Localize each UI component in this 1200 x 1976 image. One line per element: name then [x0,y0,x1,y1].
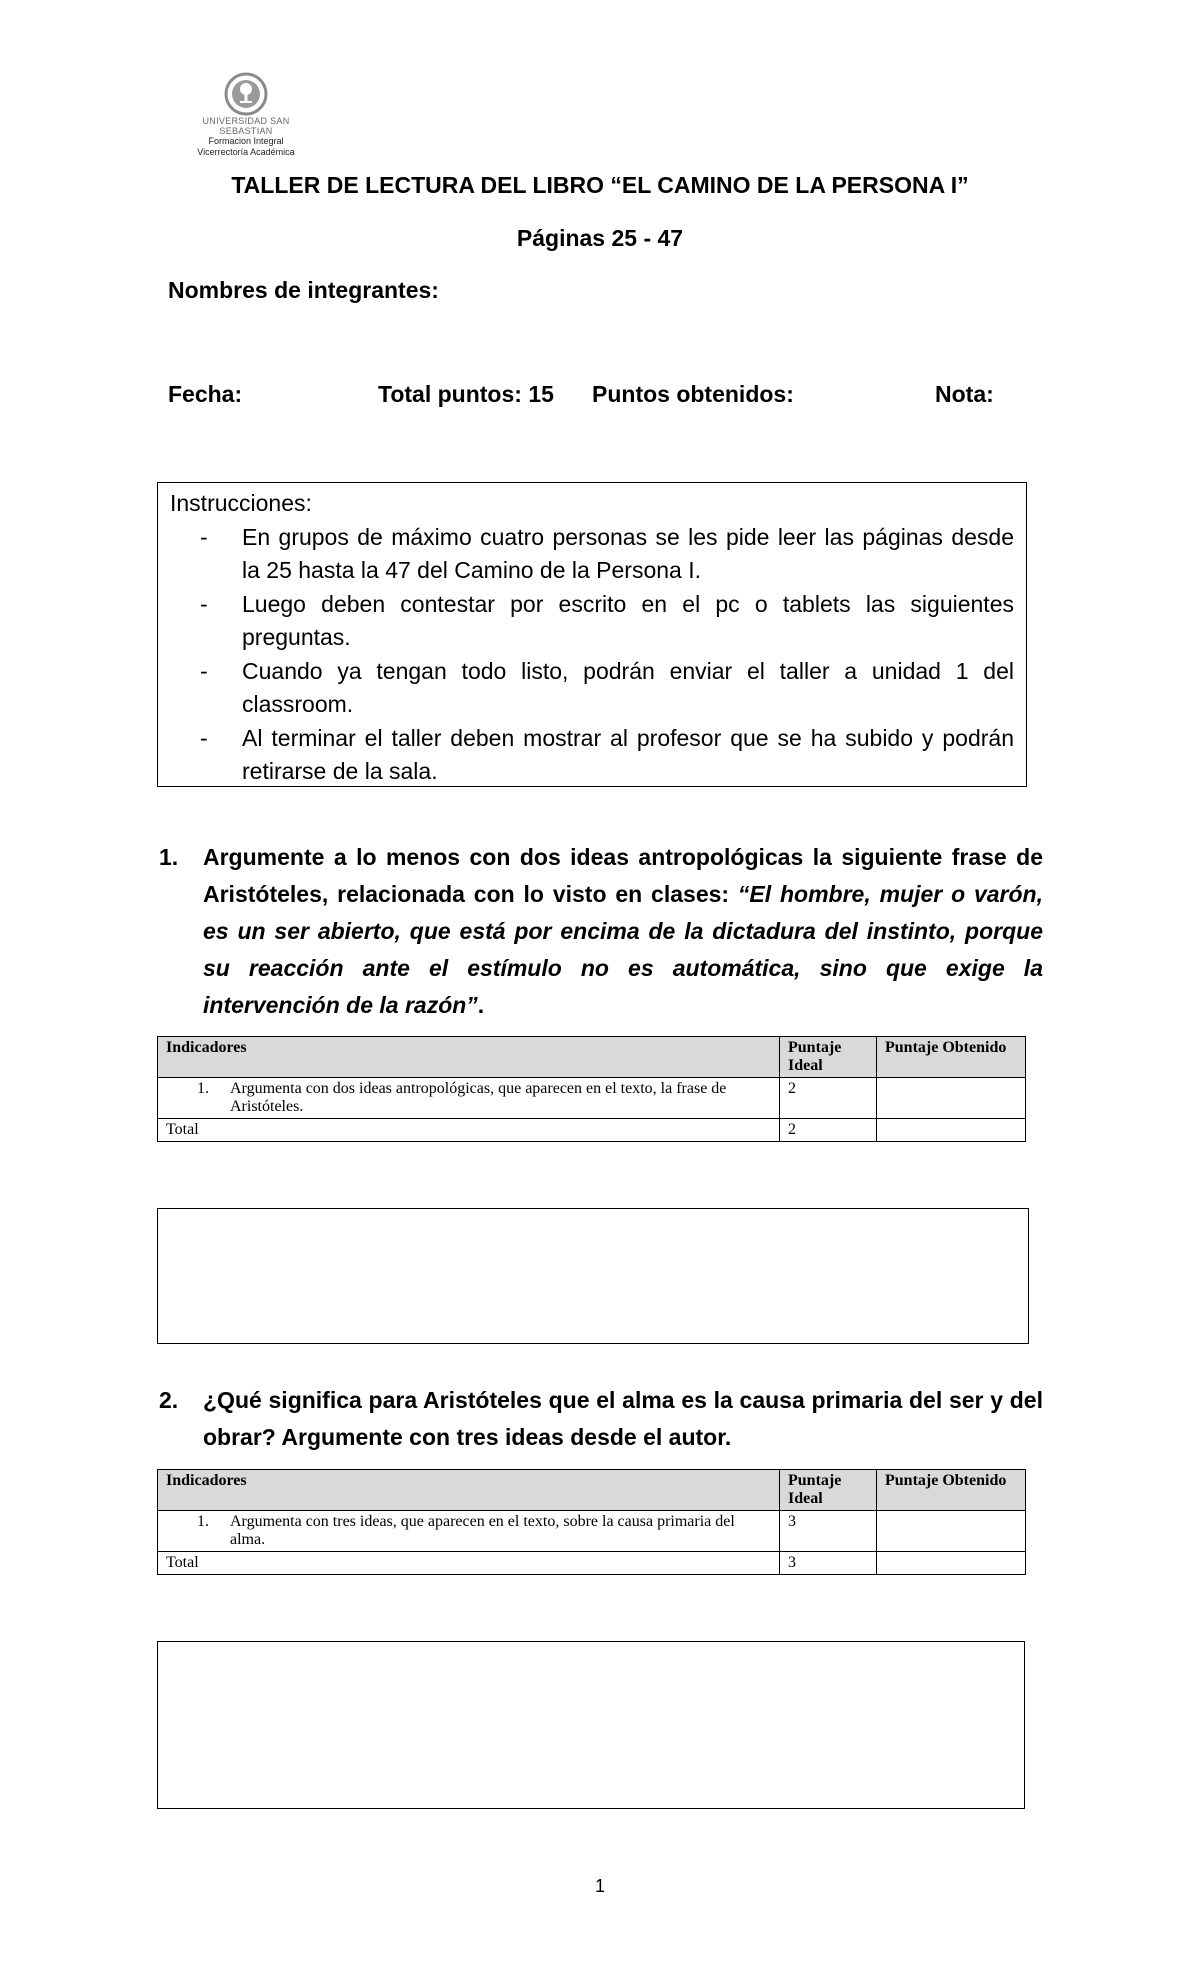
university-name: UNIVERSIDAD SAN SEBASTIAN [202,116,290,136]
instructions-list [170,521,1014,789]
table-row [158,1078,1026,1119]
names-label: Nombres de integrantes: [168,277,439,303]
indicator-number: 1. [197,1080,209,1097]
header-obtained-score: Puntaje Obtenido [877,1037,1026,1078]
date-label: Fecha: [168,381,243,407]
table-total-row [158,1119,1026,1142]
document-title: TALLER DE LECTURA DEL LIBRO “EL CAMINO DE LA PERSONA I” [231,172,969,198]
question-number: 2. [159,1387,179,1413]
table-header-row [158,1470,1026,1511]
instruction-item: - Cuando ya tengan todo listo, podrán enviar el taller a unidad 1 del classroom. [200,657,1014,717]
question-text: ¿Qué significa para Aristóteles que el alma es la causa primaria del ser y del obrar? Argumente con tres ideas desde el autor. [203,1387,1043,1450]
total-ideal-score: 2 [780,1119,877,1142]
total-points-label: Total puntos: 15 [378,381,554,407]
question-quote: “El hombre, mujer o varón, es un ser abierto, que está por encima de la dictadura del instinto, porque su reacción ante el estímulo no es automática, sino que exige la intervención de la razón” [203,881,1043,1018]
header-obtained-score: Puntaje Obtenido [877,1470,1026,1511]
logo-line-1: Formacion Integral [208,136,284,146]
instruction-item: - Al terminar el taller deben mostrar al profesor que se ha subido y podrán retirarse de la sala. [200,724,1014,784]
obtained-score-cell[interactable] [877,1511,1026,1552]
indicators-table-1 [157,1036,1026,1142]
ideal-score: 3 [780,1511,877,1552]
instructions-box [157,482,1027,787]
total-obtained-cell[interactable] [877,1552,1026,1575]
question-2 [159,1382,1043,1456]
total-label: Total [158,1119,780,1142]
university-seal-icon [224,72,268,116]
header-indicators: Indicadores [158,1470,780,1511]
instruction-item: - Luego deben contestar por escrito en el pc o tablets las siguientes preguntas. [200,590,1014,650]
grade-label: Nota: [935,381,994,407]
instructions-heading: Instrucciones: [170,490,312,516]
answer-box-1[interactable] [157,1208,1029,1344]
header-indicators: Indicadores [158,1037,780,1078]
university-logo [196,72,296,158]
table-row [158,1511,1026,1552]
total-label: Total [158,1552,780,1575]
header-ideal-score: Puntaje Ideal [780,1470,877,1511]
table-total-row [158,1552,1026,1575]
logo-line-2: Vicerrectoría Académica [197,147,295,157]
total-obtained-cell[interactable] [877,1119,1026,1142]
instruction-item: - En grupos de máximo cuatro personas se les pide leer las páginas desde la 25 hasta la 47 del Camino de la Persona I. [200,523,1014,583]
points-obtained-label: Puntos obtenidos: [592,381,794,407]
indicator-text: Argumenta con dos ideas antropológicas, que aparecen en el texto, la frase de Aristóteles. [230,1080,727,1115]
table-header-row [158,1037,1026,1078]
question-number: 1. [159,844,179,870]
answer-box-2[interactable] [157,1641,1025,1809]
ideal-score: 2 [780,1078,877,1119]
page-number: 1 [594,1876,605,1896]
indicator-number: 1. [197,1513,209,1530]
pages-range: Páginas 25 - 47 [516,225,684,251]
question-text: Argumente a lo menos con dos ideas antropológicas la siguiente frase de Aristóteles, relacionada con lo visto en clases: [203,844,1043,907]
indicators-table-2 [157,1469,1026,1575]
obtained-score-cell[interactable] [877,1078,1026,1119]
total-ideal-score: 3 [780,1552,877,1575]
indicator-text: Argumenta con tres ideas, que aparecen en el texto, sobre la causa primaria del alma. [230,1513,735,1548]
question-1: 1. Argumente a lo menos con dos ideas antropológicas la siguiente frase de Aristóteles, relacionada con lo visto en clases: “El hombre, mujer o varón, es un ser abierto, que está por encima de la dictadura del instinto, porque su reacción ante el estímulo no es automática, sino que exige la intervención de la razón”. [203,839,1043,1024]
header-ideal-score: Puntaje Ideal [780,1037,877,1078]
